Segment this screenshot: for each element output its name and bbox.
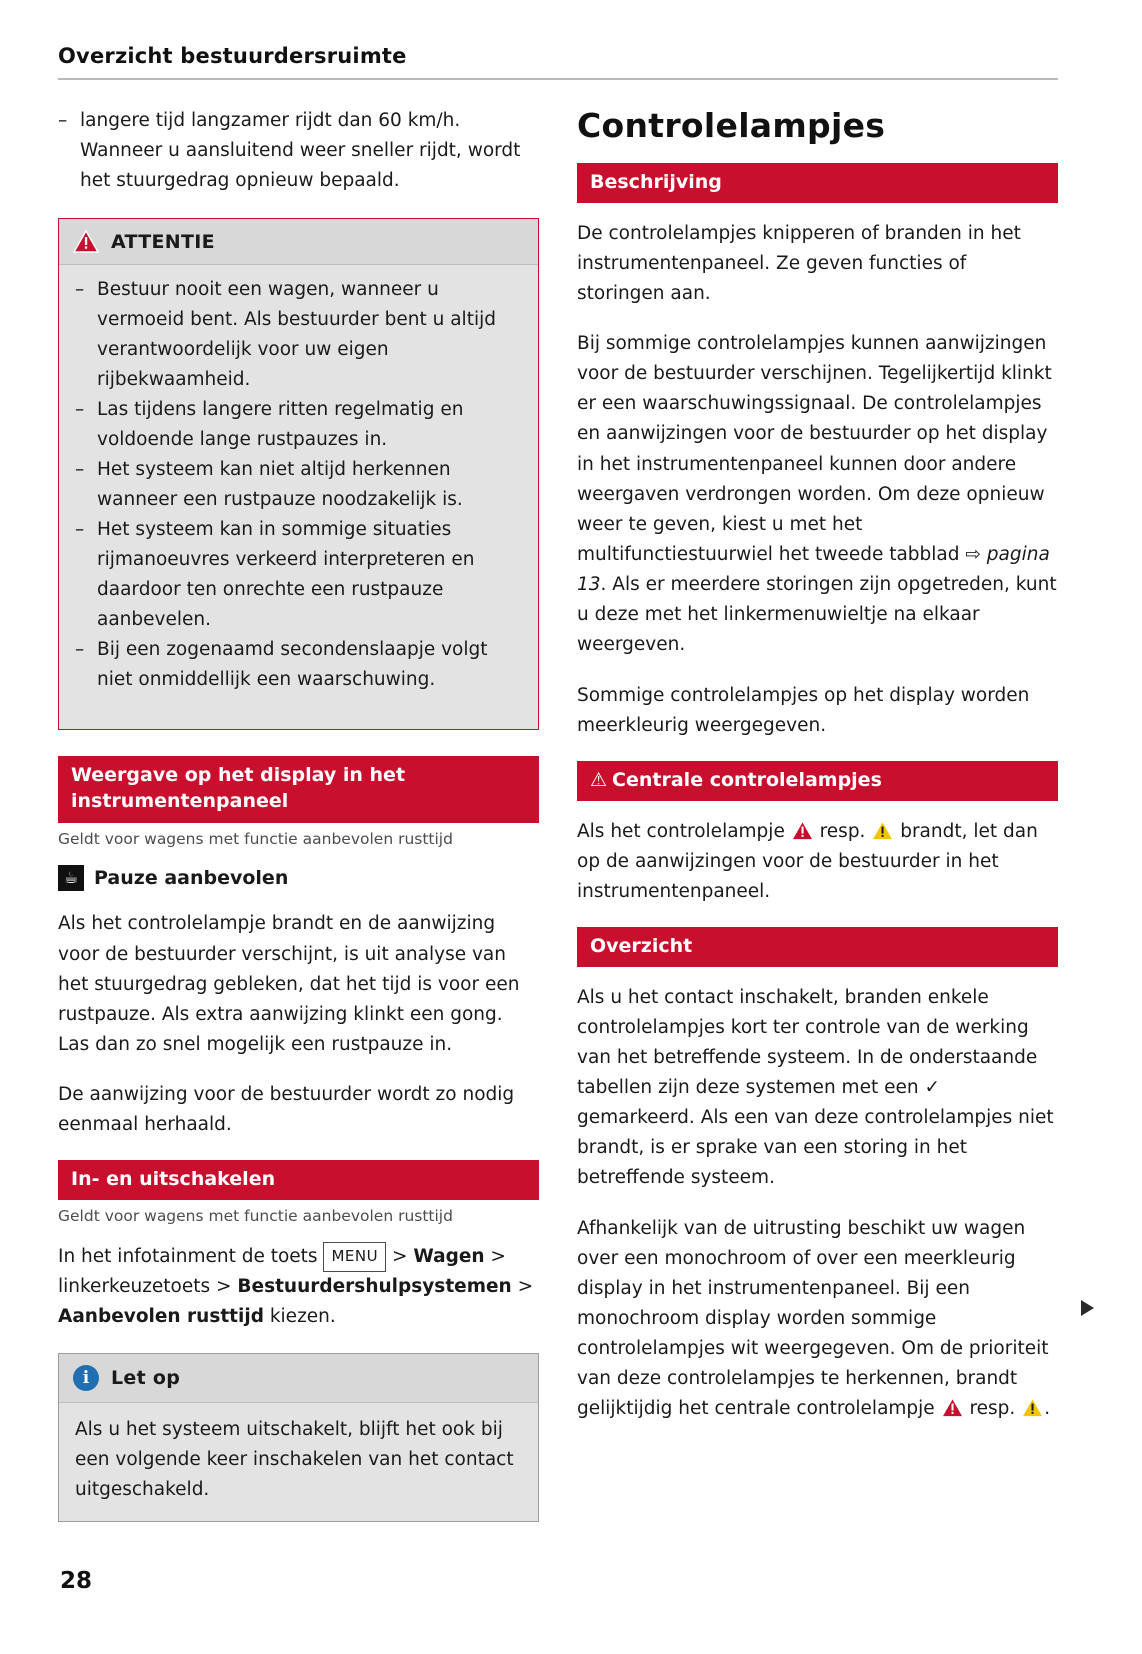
beschrijving-paragraph-ref bbox=[577, 329, 1058, 661]
beschrijving-paragraph-2: Sommige controlelampjes op het display worden meerkleurig weergegeven. bbox=[577, 684, 1030, 736]
continued-paragraph-text: langere tijd langzamer rijdt dan 60 km/h. Wanneer u aansluitend weer sneller rijdt, wordt het stuurgedrag opnieuw bepaald. bbox=[80, 110, 521, 192]
instruction-bold1: Wagen bbox=[413, 1246, 485, 1268]
info-circle-icon: i bbox=[73, 1365, 99, 1391]
coffee-cup-icon: ☕ bbox=[58, 865, 84, 891]
overzicht-paragraph-2 bbox=[577, 1214, 1058, 1425]
instruction-bold3: Aanbevolen rusttijd bbox=[58, 1306, 264, 1328]
page-reference[interactable]: ⇨ pagina 13 bbox=[577, 544, 1050, 596]
list-item-text: Het systeem kan niet altijd herkennen wanneer een rustpauze noodzakelijk is. bbox=[97, 459, 463, 511]
warning-triangle-red-icon bbox=[941, 1397, 964, 1418]
dash-marker: – bbox=[75, 279, 85, 301]
instruction-post: kiezen. bbox=[263, 1306, 336, 1328]
note-box bbox=[58, 1353, 539, 1522]
warning-triangle-red-icon bbox=[791, 820, 814, 841]
menu-path-instruction bbox=[58, 1242, 539, 1332]
dash-marker: – bbox=[75, 459, 85, 481]
section-bar-onoff: In- en uitschakelen bbox=[58, 1160, 539, 1200]
overzicht-paragraph-1 bbox=[577, 983, 1058, 1194]
attention-box bbox=[58, 218, 539, 730]
continuation-arrow-icon bbox=[1081, 1300, 1094, 1316]
centrale-paragraph bbox=[577, 817, 1058, 907]
dash-marker: – bbox=[58, 110, 68, 131]
list-item bbox=[75, 455, 522, 515]
attention-list bbox=[75, 275, 522, 695]
centrale-mid: resp. bbox=[813, 820, 872, 842]
page-number: 28 bbox=[60, 1568, 93, 1594]
attention-box-body bbox=[59, 265, 538, 729]
overzicht-p1-post: gemarkeerd. Als een van deze controlelampjes niet brandt, is er sprake van een storing in het betreffende systeem. bbox=[577, 1107, 1054, 1189]
beschrijving-paragraph-1: De controlelampjes knipperen of branden in het instrumentenpaneel. Ze geven functies of storingen aan. bbox=[577, 222, 1021, 304]
note-text: Als u het systeem uitschakelt, blijft het ook bij een volgende keer inschakelen van het contact uitgeschakeld. bbox=[75, 1418, 514, 1500]
right-column bbox=[577, 106, 1058, 1548]
dash-marker: – bbox=[75, 639, 85, 661]
note-title: Let op bbox=[111, 1366, 181, 1389]
checkmark-icon: ✓ bbox=[924, 1077, 940, 1099]
instruction-bold2: Bestuurdershulpsystemen bbox=[237, 1276, 512, 1298]
list-item bbox=[75, 515, 522, 635]
section-bar-centrale bbox=[577, 761, 1058, 801]
continued-paragraph bbox=[58, 106, 539, 196]
display-paragraph-2: De aanwijzing voor de bestuurder wordt zo nodig eenmaal herhaald. bbox=[58, 1084, 515, 1136]
instruction-mid2: > linkerkeuzetoets > bbox=[58, 1246, 506, 1298]
section-heading-controlelampjes: Controlelampjes bbox=[577, 106, 886, 145]
section-onoff-subnote: Geldt voor wagens met functie aanbevolen rusttijd bbox=[58, 1207, 453, 1226]
list-item-text: Las tijdens langere ritten regelmatig en voldoende lange rustpauzes in. bbox=[97, 399, 464, 451]
overzicht-p1-pre: Als u het contact inschakelt, branden enkele controlelampjes kort ter controle van de werking van het betreffende systeem. In de onderstaande tabellen zijn deze systemen met een bbox=[577, 986, 1038, 1099]
warning-triangle-yellow-icon bbox=[1021, 1397, 1044, 1418]
two-column-layout bbox=[58, 106, 1084, 1548]
ref-post: . Als er meerdere storingen zijn opgetreden, kunt u deze met het linkermenuwieltje na elkaar weergeven. bbox=[577, 574, 1057, 656]
dash-marker: – bbox=[75, 519, 85, 541]
warning-triangle-icon: ⚠ bbox=[590, 768, 608, 791]
list-item-text: Bij een zogenaamd secondenslaapje volgt niet onmiddellijk een waarschuwing. bbox=[97, 639, 488, 691]
dash-marker: – bbox=[75, 399, 85, 421]
left-column bbox=[58, 106, 539, 1548]
overzicht-p2-mid: resp. bbox=[963, 1398, 1022, 1420]
list-item bbox=[75, 275, 522, 395]
section-display-subnote: Geldt voor wagens met functie aanbevolen rusttijd bbox=[58, 830, 453, 849]
section-bar-overzicht: Overzicht bbox=[577, 927, 1058, 967]
instruction-mid1: > bbox=[386, 1246, 414, 1268]
instruction-pre: In het infotainment de toets bbox=[58, 1246, 324, 1268]
page-title: Overzicht bestuurdersruimte bbox=[58, 44, 407, 68]
centrale-pre: Als het controlelampje bbox=[577, 820, 791, 842]
ref-pre: Bij sommige controlelampjes kunnen aanwijzingen voor de bestuurder verschijnen. Tegelijkertijd klinkt er een waarschuwingssignaal. De controlelampjes en aanwijzingen voor de bestuurder op het display in het instrumentenpaneel kunnen door andere weergaven verdrongen worden. Om deze opnieuw weer te geven, kiest u met het multifunctiestuurwiel het tweede tabblad bbox=[577, 333, 1052, 566]
list-item-text: Bestuur nooit een wagen, wanneer u vermoeid bent. Als bestuurder bent u altijd verantwoordelijk voor uw eigen rijbekwaamheid. bbox=[97, 279, 496, 391]
section-bar-beschrijving: Beschrijving bbox=[577, 163, 1058, 203]
page-header bbox=[58, 44, 1058, 80]
pauze-aanbevolen-label: Pauze aanbevolen bbox=[94, 867, 289, 890]
note-box-header bbox=[59, 1354, 538, 1403]
centrale-post: brandt, let dan op de aanwijzingen voor de bestuurder in het instrumentenpaneel. bbox=[577, 820, 1038, 902]
attention-title: ATTENTIE bbox=[111, 230, 215, 253]
warning-triangle-yellow-icon bbox=[871, 820, 894, 841]
section-bar-centrale-label: Centrale controlelampjes bbox=[612, 768, 882, 791]
list-item bbox=[75, 635, 522, 695]
note-box-body bbox=[59, 1403, 538, 1521]
list-item-text: Het systeem kan in sommige situaties rijmanoeuvres verkeerd interpreteren en daardoor ten onrechte een rustpauze aanbevelen. bbox=[97, 519, 475, 631]
instruction-mid3: > bbox=[511, 1276, 534, 1298]
overzicht-p2-post: . bbox=[1044, 1398, 1051, 1420]
overzicht-p2-pre: Afhankelijk van de uitrusting beschikt uw wagen over een monochroom of over een meerkleurig display in het instrumentenpaneel. Bij een monochroom display worden sommige controlelampjes wit weergegeven. Om de prioriteit van deze controlelampjes te herkennen, brandt gelijktijdig het centrale controlelampje bbox=[577, 1217, 1049, 1420]
warning-triangle-red-icon bbox=[73, 230, 99, 253]
display-paragraph-1: Als het controlelampje brandt en de aanwijzing voor de bestuurder verschijnt, is uit analyse van het stuurgedrag gebleken, dat het tijd is voor een rustpauze. Als extra aanwijzing klinkt een gong. Las dan zo snel mogelijk een rustpauze in. bbox=[58, 913, 520, 1055]
menu-key: MENU bbox=[323, 1242, 386, 1271]
attention-box-header bbox=[59, 219, 538, 265]
section-bar-display: Weergave op het display in het instrumentenpaneel bbox=[58, 756, 539, 823]
list-item bbox=[75, 395, 522, 455]
pauze-aanbevolen-heading bbox=[58, 865, 539, 891]
